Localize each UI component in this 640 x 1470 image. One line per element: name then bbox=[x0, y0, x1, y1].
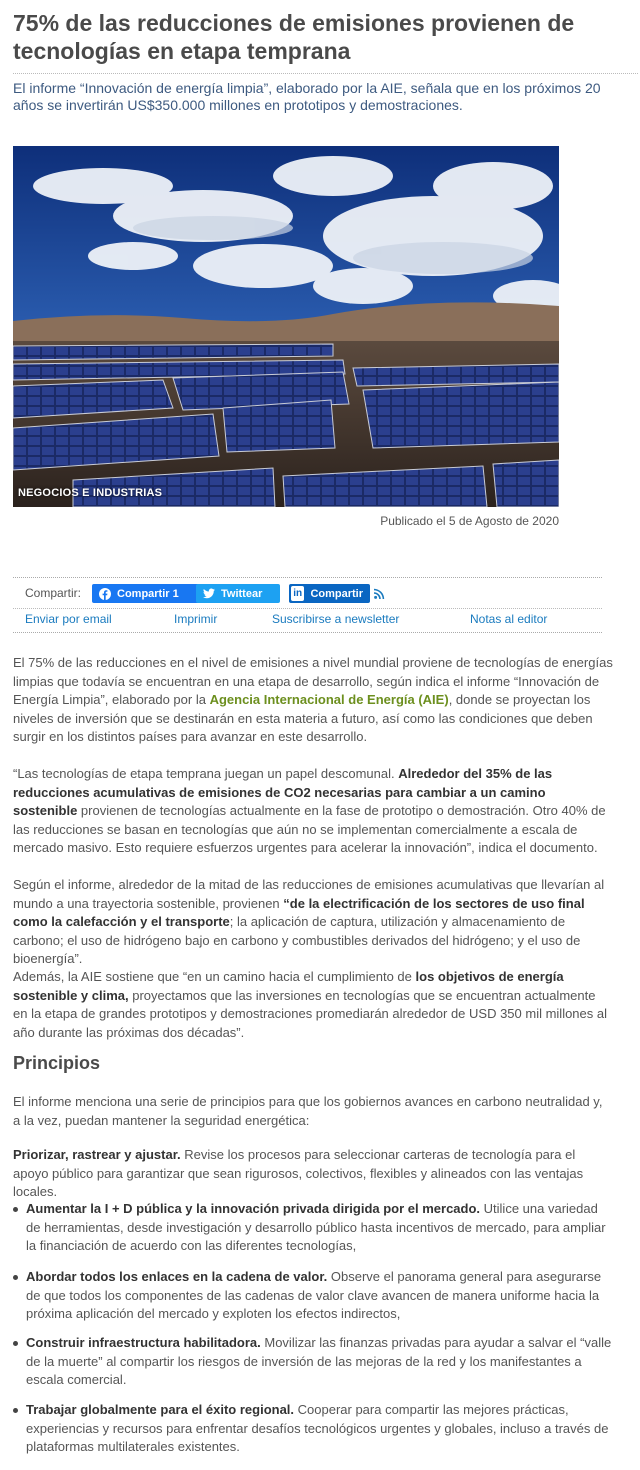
newsletter-link[interactable]: Suscribirse a newsletter bbox=[272, 612, 400, 626]
print-link[interactable]: Imprimir bbox=[174, 612, 218, 626]
hero-image bbox=[13, 146, 559, 507]
share-label: Compartir: bbox=[25, 586, 82, 600]
body-paragraph-4 bbox=[13, 968, 613, 1042]
publish-date: Publicado el 5 de Agosto de 2020 bbox=[380, 514, 559, 528]
p6-bold: Priorizar, rastrear y ajustar. bbox=[13, 1147, 181, 1162]
article-lead: El informe “Innovación de energía limpia”, elaborado por la AIE, señala que en los próximos 20 años se invertirán US$350.000 millones en prototipos y demostraciones. bbox=[13, 80, 601, 113]
editor-notes-link[interactable]: Notas al editor bbox=[470, 612, 548, 626]
twitter-share-button[interactable] bbox=[196, 584, 280, 603]
share-divider bbox=[13, 608, 602, 609]
p4-bold: los objetivos de energía sostenible y clima, bbox=[13, 969, 564, 1003]
linkedin-share-label: Compartir bbox=[310, 587, 363, 600]
p2-text-b: provienen de tecnologías actualmente en la fase de prototipo o demostración. Otro 40% de las reducciones se basan en tecnologías que aún no se implementan comercialmente a escala de mercado masivo. Esto requiere esfuerzos urgentes para acelerar la innovación”, indica el documento. bbox=[13, 803, 606, 855]
body-paragraph-1 bbox=[13, 654, 613, 747]
bullet-4-bold: Trabajar globalmente para el éxito regional. bbox=[26, 1402, 295, 1417]
bullet-1-bold: Aumentar la I + D pública y la innovación privada dirigida por el mercado. bbox=[26, 1201, 481, 1216]
solar-field-illustration bbox=[13, 146, 559, 507]
bullet-2-bold: Abordar todos los enlaces en la cadena de valor. bbox=[26, 1269, 328, 1284]
body-paragraph-6 bbox=[13, 1146, 613, 1202]
email-link[interactable]: Enviar por email bbox=[25, 612, 112, 626]
p1-text-a: El 75% de las reducciones en el nivel de emisiones a nivel mundial proviene de tecnologías de energías limpias que todavía se encuentran en una etapa de desarrollo, según indica el informe “Innovación de Energía Limpia”, elaborado por la bbox=[13, 655, 613, 707]
article-title: 75% de las reducciones de emisiones provienen de tecnologías en etapa temprana bbox=[13, 10, 575, 64]
section-subtitle: Principios bbox=[13, 1053, 101, 1073]
bullet-2-text: Observe el panorama general para asegurarse de que todos los componentes de las cadenas de valor clave avancen de manera uniforme hacia la próxima aplicación del mercado y exploten los efectos indirectos, bbox=[26, 1269, 602, 1321]
p4-text-b: proyectamos que las inversiones en tecnologías que se encuentran actualmente en la etapa de grandes prototipos y demostraciones promediarán alrededor de USD 350 mil millones al año durante las próximas dos décadas”. bbox=[13, 987, 608, 1040]
linkedin-icon: in bbox=[291, 586, 304, 601]
facebook-share-button[interactable] bbox=[92, 584, 204, 603]
twitter-icon bbox=[203, 588, 215, 599]
linkedin-share-button[interactable] bbox=[289, 584, 370, 603]
share-toolbar bbox=[13, 577, 602, 633]
list-item bbox=[13, 1268, 613, 1324]
bullet-3-text: Movilizar las finanzas privadas para ayudar a salvar el “valle de la muerte” al compartir los riesgos de inversión de las mejoras de la red y los manifestantes a escala comercial. bbox=[26, 1335, 612, 1387]
body-paragraph-3 bbox=[13, 876, 613, 969]
aie-link[interactable]: Agencia Internacional de Energía (AIE) bbox=[209, 692, 449, 707]
title-divider bbox=[13, 73, 638, 74]
bullet-1-text: Utilice una variedad de herramientas, desde investigación y desarrollo público hasta incentivos de mercado, para ampliar la financiación de acuerdo con las diferentes tecnologías, bbox=[26, 1201, 606, 1253]
list-item bbox=[13, 1401, 613, 1457]
p2-bold: Alrededor del 35% de las reducciones acumulativas de emisiones de CO2 necesarias para cambiar a un camino sostenible bbox=[13, 766, 553, 818]
body-paragraph-2 bbox=[13, 765, 613, 858]
bullet-3-bold: Construir infraestructura habilitadora. bbox=[26, 1335, 261, 1350]
bullet-4-text: Cooperar para compartir las mejores prácticas, experiencias y recursos para enfrentar desafíos tecnológicos urgentes y globales, incluso a través de plataformas multilaterales existentes. bbox=[26, 1402, 609, 1454]
p6-text: Revise los procesos para seleccionar carteras de tecnología para el apoyo público para garantizar que sean rigurosos, colectivos, flexibles y alineados con las ventajas locales. bbox=[13, 1147, 584, 1199]
body-paragraph-5: El informe menciona una serie de principios para que los gobiernos avances en carbono neutralidad y, a la vez, puedan mantener la seguridad energética: bbox=[13, 1094, 603, 1128]
p3-text-b: ; la aplicación de captura, utilización y almacenamiento de carbono; el uso de hidrógeno bajo en carbono y combustibles derivados del hidrógeno; y el uso de bioenergía”. bbox=[13, 914, 581, 966]
facebook-share-label: Compartir 1 bbox=[117, 587, 179, 600]
list-item bbox=[13, 1334, 613, 1390]
twitter-share-label: Twittear bbox=[221, 587, 263, 600]
p4-text-a: Además, la AIE sostiene que “en un camino hacia el cumplimiento de bbox=[13, 969, 416, 984]
facebook-icon bbox=[99, 588, 111, 600]
rss-icon[interactable] bbox=[374, 586, 385, 604]
p1-text-b: , donde se proyectan los niveles de inversión que se destinarán en esta materia a futuro, así como las condiciones que deben surgir en los distintos países para avanzar en este desarrollo. bbox=[13, 692, 593, 744]
p3-text-a: Según el informe, alrededor de la mitad de las reducciones de emisiones acumulativas que llevarían al mundo a una trayectoria sostenible, provienen bbox=[13, 877, 605, 911]
p2-text-a: “Las tecnologías de etapa temprana juegan un papel descomunal. bbox=[13, 766, 399, 781]
p3-bold: “de la electrificación de los sectores de uso final como la calefacción y el transporte bbox=[13, 895, 585, 929]
list-item bbox=[13, 1200, 613, 1256]
image-category-label[interactable]: NEGOCIOS E INDUSTRIAS bbox=[18, 487, 163, 499]
